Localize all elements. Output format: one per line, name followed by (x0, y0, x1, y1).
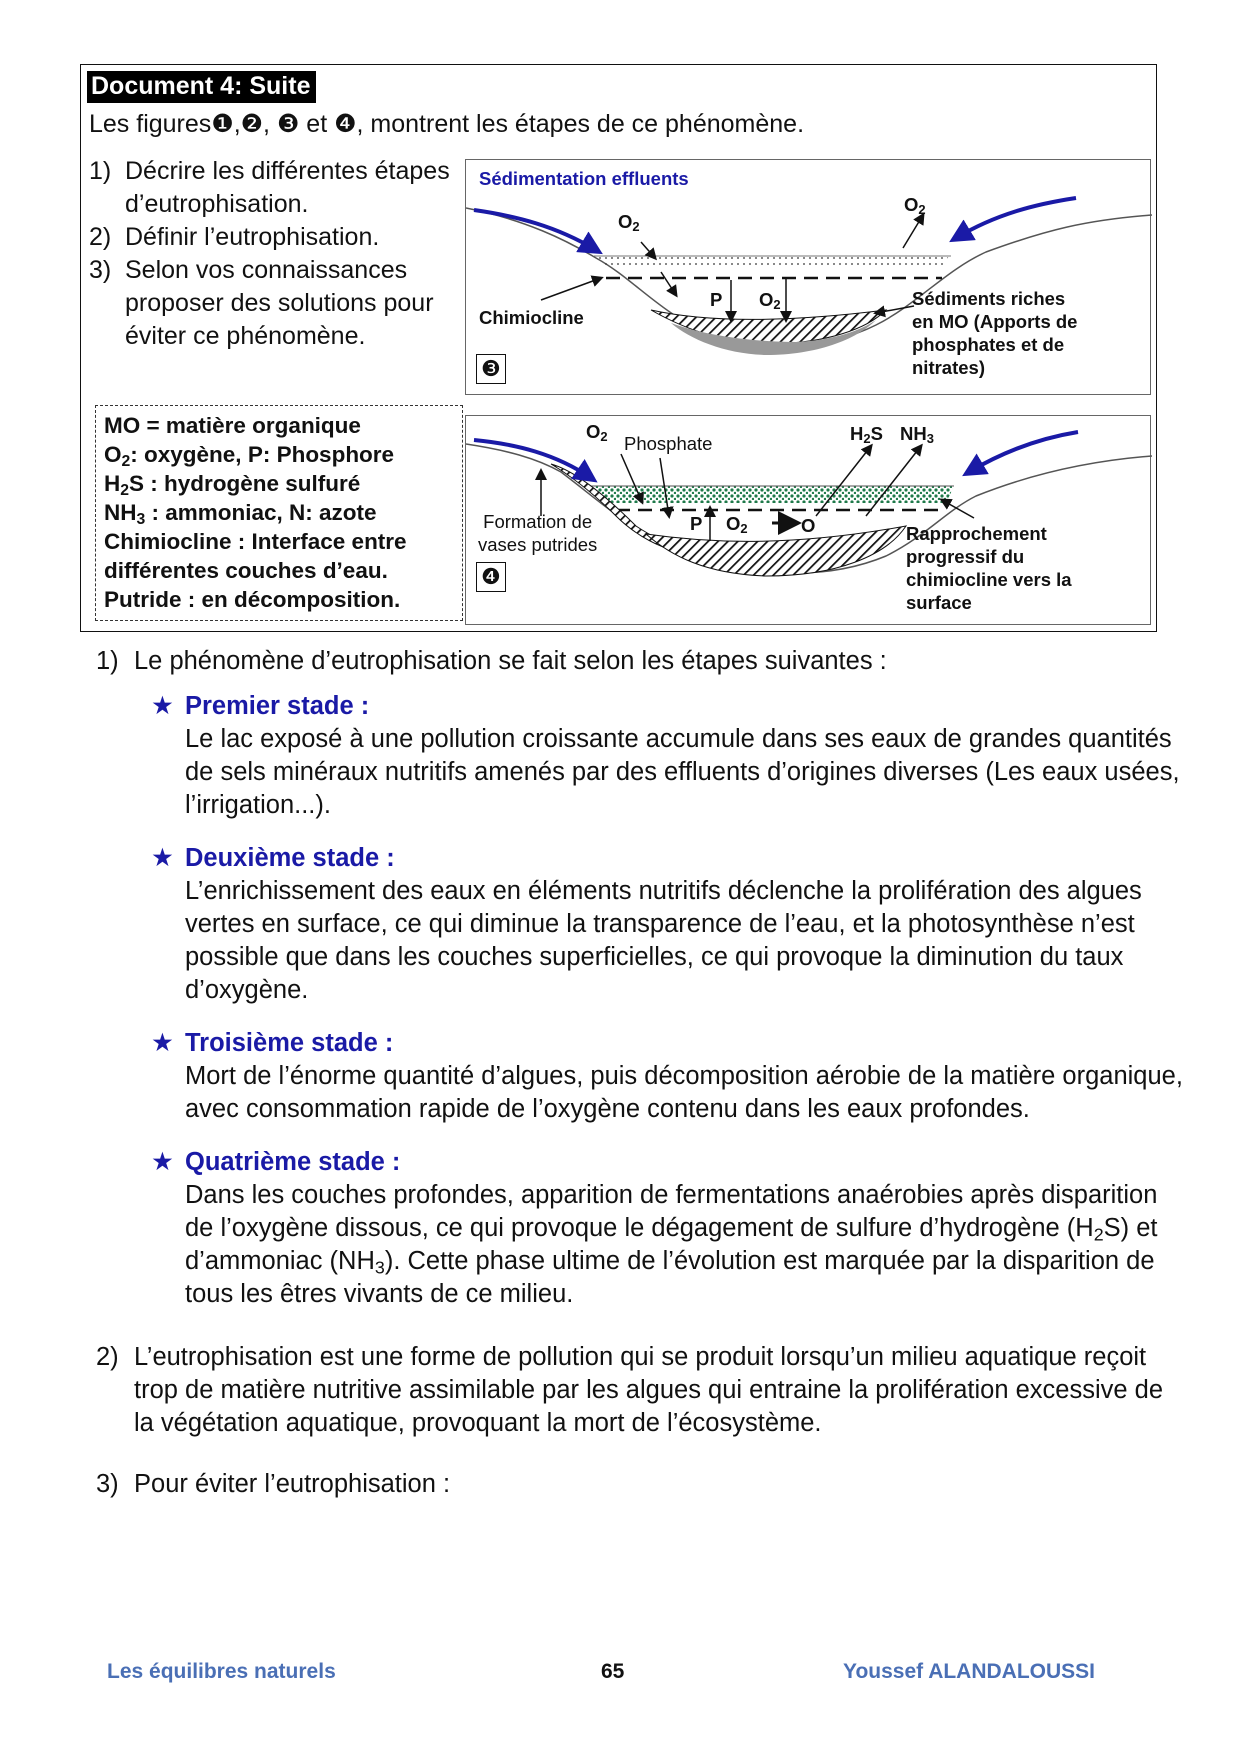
star-icon: ★ (151, 1148, 174, 1176)
figure-4 (465, 415, 1151, 625)
question-number: 3) (89, 256, 112, 284)
legend-box (95, 405, 463, 621)
h2s-label: $H_2S$ (850, 423, 883, 447)
answer-text: L’eutrophisation est une forme de pollution qui se produit lorsqu’un milieu aquatique reçoit trop de matière nutritive assimilable par les algues qui entraine la prolifération excessive de la végétation aquatique, provoquant la mort de l’écosystème. (134, 1343, 1164, 1437)
o2-label: $O_2$ (586, 421, 608, 445)
figure-3-number: ❸ (476, 354, 506, 384)
question-number: 2) (89, 223, 112, 251)
document-title: Document 4: Suite (87, 71, 316, 103)
answer-text: Pour éviter l’eutrophisation : (134, 1470, 451, 1498)
star-icon: ★ (151, 844, 174, 872)
chimiocline-label: Chimiocline (479, 307, 584, 328)
question-item (89, 155, 469, 221)
stage-body: Le lac exposé à une pollution croissante accumule dans ses eaux de grandes quantités de sels minéraux nutritifs amenés par des effluents d’origines diverses (Les eaux usées, l’irrigation...). (185, 725, 1180, 819)
page-number: 65 (601, 1660, 625, 1683)
legend-line: différentes couches d’eau. (104, 558, 388, 583)
stage-title: Troisième stade : (185, 1029, 394, 1057)
question-text: Définir l’eutrophisation. (125, 223, 380, 251)
answer-number: 2) (96, 1343, 119, 1371)
stage-item (151, 1027, 1186, 1126)
answer-2 (96, 1341, 1186, 1440)
legend-line: $O_2$: oxygène, P: Phosphore (104, 442, 395, 470)
star-icon: ★ (151, 1029, 174, 1057)
legend-line: $NH_3$ : ammoniac, N: azote (104, 500, 377, 528)
legend-line: MO = matière organique (104, 413, 361, 438)
legend-line: Chimiocline : Interface entre (104, 529, 407, 554)
effluent-arrow-left (474, 210, 596, 250)
surface-water-layer (594, 256, 949, 266)
phosphore-label: P (710, 289, 723, 310)
footer-left: Les équilibres naturels (107, 1660, 336, 1683)
stage-title: Deuxième stade : (185, 844, 395, 872)
phosphore-label: P (690, 513, 703, 534)
formation-label: Formation de vases putrides (478, 511, 598, 555)
figure-3 (465, 159, 1151, 395)
footer-author: Youssef ALANDALOUSSI (843, 1660, 1096, 1683)
sediments-label: Sédiments riches en MO (Apports de phosphates et de nitrates) (912, 288, 1078, 378)
legend-line: $H_2S$ : hydrogène sulfuré (104, 471, 361, 499)
star-icon: ★ (151, 692, 174, 720)
o-label: O (801, 515, 816, 536)
stage-item (151, 1146, 1186, 1311)
stage-body: L’enrichissement des eaux en éléments nutritifs déclenche la prolifération des algues vertes en surface, ce qui diminue la transparence de l’eau, et la photosynthèse n’est possible que dans les couches superficielles, ce qui provoque la diminution du taux d’oxygène. (185, 877, 1142, 1004)
answer-1 (96, 645, 1186, 1311)
question-text: Selon vos connaissances proposer des solutions pour éviter ce phénomène. (125, 256, 434, 350)
o2-label: $O_2$ (726, 513, 748, 537)
stage-title: Quatrième stade : (185, 1148, 401, 1176)
figure-4-number: ❹ (476, 562, 506, 592)
document-box (80, 64, 1157, 632)
sediment-layer (651, 310, 886, 344)
stage-body: Dans les couches profondes, apparition de fermentations anaérobies après disparition de l’oxygène dissous, ce qui provoque le dégagement de sulfure d’hydrogène $(H_2S)$ et d’ammoniac $(NH_3)$. Cette phase ultime de l’évolution est marquée par la disparition de tous les êtres vivants de ce milieu. (185, 1181, 1158, 1308)
nh3-label: $NH_3$ (900, 423, 934, 447)
sediment-layer (646, 526, 906, 576)
o2-label: $O_2$ (904, 194, 926, 218)
stage-item (151, 842, 1186, 1007)
stage-item (151, 690, 1186, 822)
o2-label: $O_2$ (759, 289, 781, 313)
answer-number: 1) (96, 647, 119, 675)
effluent-arrow-right (969, 432, 1078, 472)
o2-label: $O_2$ (618, 211, 640, 235)
questions-list (89, 155, 469, 353)
question-item (89, 254, 469, 353)
sedimentation-label: Sédimentation effluents (479, 168, 689, 189)
document-intro: Les figures❶,❷, ❸ et ❹, montrent les étapes de ce phénomène. (89, 110, 805, 138)
answer-number: 3) (96, 1470, 119, 1498)
question-text: Décrire les différentes étapes d’eutrophisation. (125, 157, 450, 218)
answer-3 (96, 1468, 1186, 1501)
effluent-arrow-right (956, 198, 1076, 238)
stage-body: Mort de l’énorme quantité d’algues, puis décomposition aérobie de la matière organique, avec consommation rapide de l’oxygène contenu dans les eaux profondes. (185, 1062, 1183, 1123)
rapprochement-label: Rapprochement progressif du chimiocline vers la surface (906, 523, 1072, 613)
question-number: 1) (89, 157, 112, 185)
stage-title: Premier stade : (185, 692, 370, 720)
legend-line: Putride : en décomposition. (104, 587, 401, 612)
phosphate-label: Phosphate (624, 433, 713, 454)
question-item (89, 221, 469, 254)
answers-section (96, 645, 1186, 1523)
answer-text: Le phénomène d’eutrophisation se fait selon les étapes suivantes : (134, 647, 887, 675)
